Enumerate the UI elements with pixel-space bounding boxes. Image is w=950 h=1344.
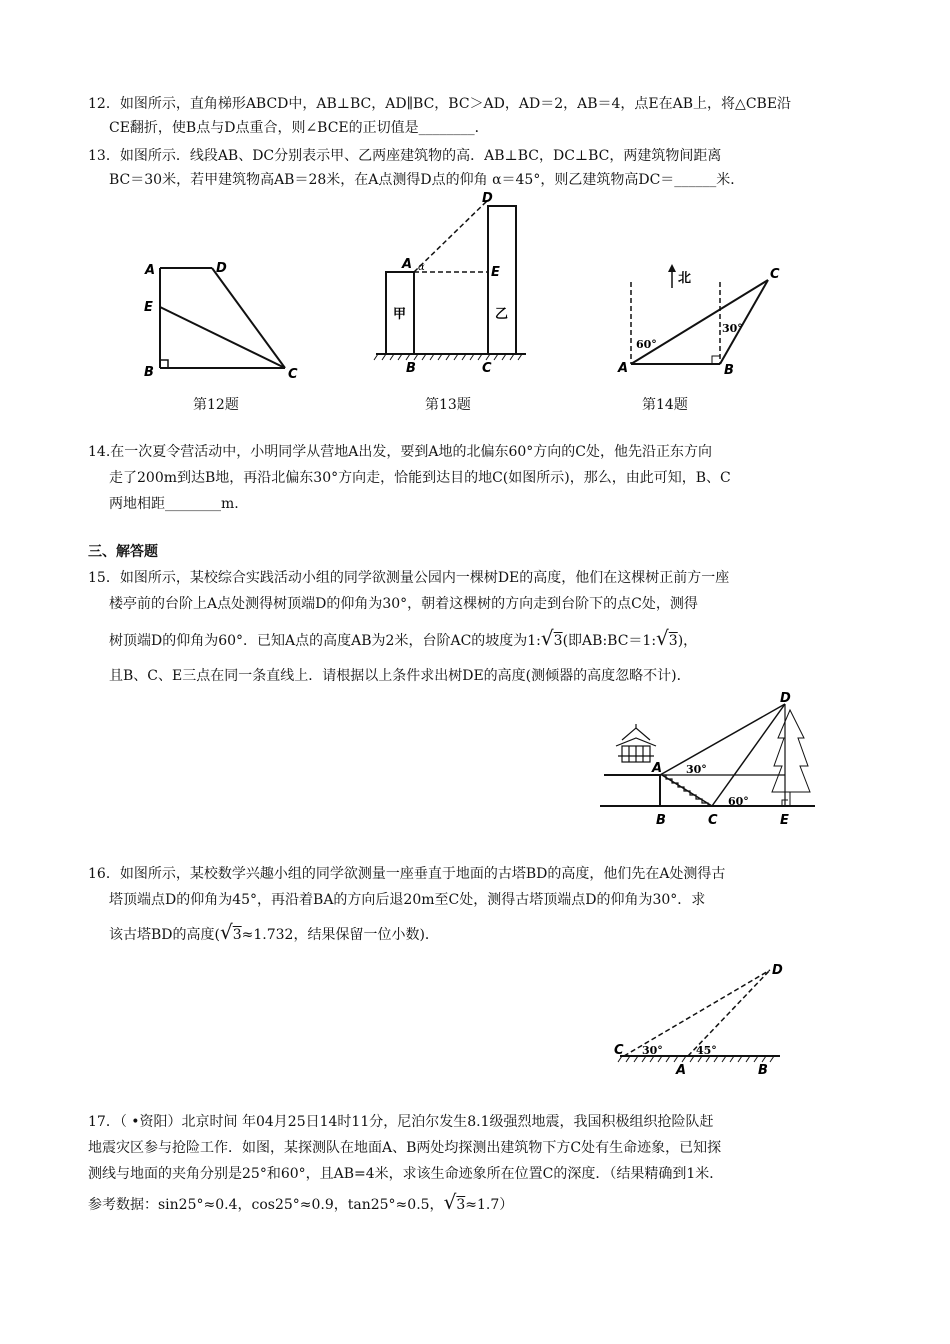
q15-line2: 楼亭前的台阶上A点处测得树顶端D的仰角为30°，朝着这棵树的方向走到台阶下的点C处，测得 [109,596,698,612]
fig15-label-b: B [656,813,666,828]
fig15-label-c: C [708,813,718,828]
q14-line1: 14.在一次夏令营活动中，小明同学从营地A出发，要到A地的北偏东60°方向的C处，他先沿正东方向 [88,444,713,460]
fig13-label-b: B [406,361,416,375]
fig14-label-c: C [770,267,780,282]
q16-line1: 16．如图所示，某校数学兴趣小组的同学欲测量一座垂直于地面的古塔BD的高度，他们先在A处测得古 [88,866,726,882]
fig12-caption: 第12题 [193,397,239,413]
q14-line3: 两地相距________m. [109,496,239,512]
figure-15 [600,688,815,830]
q13-line2: BC＝30米，若甲建筑物高AB＝28米，在A点测得D点的仰角 α＝45°，则乙建筑物高DC＝______米． [109,172,745,188]
q17-line4: 参考数据：sin25°≈0.4，cos25°≈0.9，tan25°≈0.5，√3≈1.7） [88,1190,514,1214]
figure-12 [130,250,310,385]
fig15-label-d: D [780,691,791,706]
fig14-label-30: 30° [722,322,743,335]
q17-line3: 测线与地面的夹角分别是25°和60°，且AB=4米，求该生命迹象所在位置C的深度．（结果精确到1米． [88,1166,724,1182]
q15-line3: 树顶端D的仰角为60°．已知A点的高度AB为2米，台阶AC的坡度为1:√3(即AB:BC＝1:√3)， [109,626,698,650]
fig14-label-a: A [618,361,629,376]
q16-line3: 该古塔BD的高度(√3≈1.732，结果保留一位小数)． [109,920,439,944]
fig14-label-north: 北 [678,271,692,286]
q16-line2: 塔顶端点D的仰角为45°，再沿着BA的方向后退20m至C处，测得古塔顶端点D的仰角为30°．求 [109,892,706,908]
fig12-label-b: B [144,365,154,380]
fig16-label-b: B [758,1063,768,1078]
section-title: 三、解答题 [88,544,158,560]
figure-13 [370,190,530,375]
pavilion-icon [616,724,656,762]
figure-14 [612,262,792,377]
q17-line2: 地震灾区参与抢险工作．如图，某探测队在地面A、B两处均探测出建筑物下方C处有生命迹象，已知探 [88,1140,722,1156]
fig15-label-e: E [780,813,789,828]
fig16-label-45: 45° [696,1044,717,1057]
fig13-label-c: C [482,361,492,375]
q14-line2: 走了200m到达B地，再沿北偏东30°方向走，恰能到达目的地C(如图所示)，那么，由此可知，B、C [109,470,731,486]
fig16-label-d: D [772,963,783,978]
sqrt-symbol: √ [443,1190,457,1214]
fig13-label-yi: 乙 [495,307,509,322]
fig13-label-a: A [402,257,413,272]
tree-icon [772,710,810,806]
fig15-label-60: 60° [728,795,749,808]
q15-line4: 且B、C、E三点在同一条直线上．请根据以上条件求出树DE的高度(测倾器的高度忽略不计)． [109,668,691,684]
fig14-caption: 第14题 [642,397,688,413]
fig16-label-a: A [676,1063,687,1078]
q12-line2: CE翻折，使B点与D点重合，则∠BCE的正切值是________． [109,120,489,136]
q17-line1: 17．（ •资阳）北京时间 年04月25日14时11分，尼泊尔发生8.1级强烈地震，我国积极组织抢险队赶 [88,1114,714,1130]
q12-line1: 12．如图所示，直角梯形ABCD中，AB⊥BC，AD∥BC，BC＞AD，AD＝2，AB＝4，点E在AB上，将△CBE沿 [88,96,792,112]
fig13-label-d: D [482,191,493,206]
fig12-label-e: E [144,300,153,315]
fig16-label-c: C [614,1043,624,1058]
q15-line1: 15．如图所示，某校综合实践活动小组的同学欲测量公园内一棵树DE的高度，他们在这棵树正前方一座 [88,570,730,586]
fig13-label-alpha: α [418,262,425,273]
fig15-label-a: A [652,761,663,776]
fig14-label-60: 60° [636,338,657,351]
sqrt-symbol: √ [656,626,669,650]
fig12-label-c: C [288,367,298,382]
sqrt-symbol: √ [219,920,233,944]
sqrt-symbol: √ [540,626,554,650]
fig13-label-e: E [491,265,500,280]
q13-line1: 13．如图所示．线段AB、DC分别表示甲、乙两座建筑物的高．AB⊥BC，DC⊥BC，两建筑物间距离 [88,148,722,164]
fig13-label-jia: 甲 [393,307,407,322]
fig16-label-30: 30° [642,1044,663,1057]
fig12-label-a: A [145,263,156,278]
fig14-label-b: B [724,363,734,377]
fig15-label-30: 30° [686,763,707,776]
figure-16 [610,958,790,1078]
fig12-label-d: D [216,261,227,276]
fig13-caption: 第13题 [425,397,471,413]
